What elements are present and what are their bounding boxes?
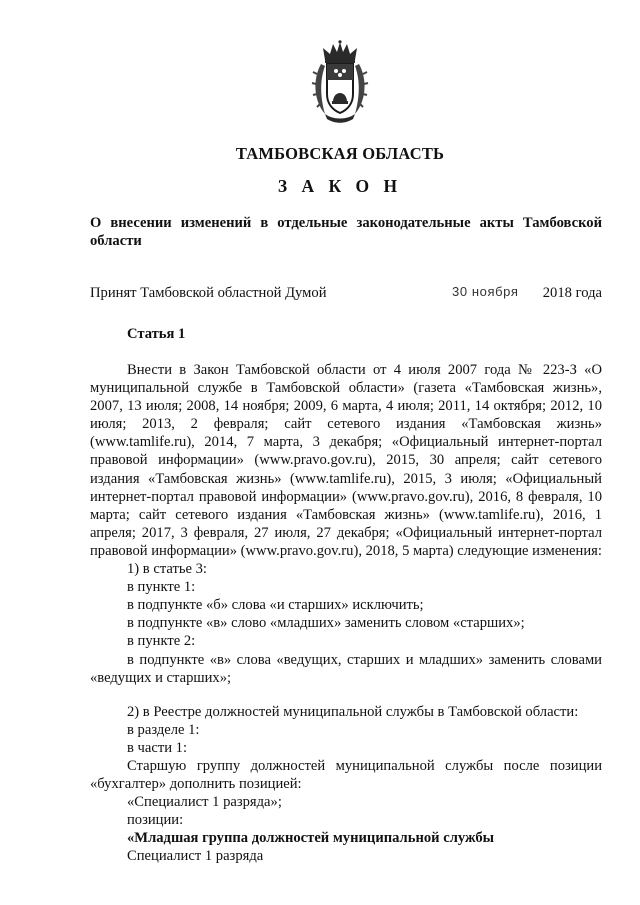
tambov-coat-of-arms-icon — [311, 40, 369, 124]
item1-subpoint-v: в подпункте «в» слово «младших» заменить словом «старших»; — [127, 615, 525, 632]
item1-subpoint-b: в подпункте «б» слова «и старших» исключить; — [127, 597, 424, 614]
article-body — [90, 361, 602, 866]
article-intro: Внести в Закон Тамбовской области от 4 июля 2007 года № 223-З «О муниципальной службе в Тамбовской области» (газета «Тамбовская жизнь», 2007, 13 июля; 2008, 14 ноября; 2009, 6 марта, 4 июля; 2011, 14 октября; 2012, 10 июля; 2013, 2 февраля; сайт сетевого издания «Тамбовская жизнь» (www.tamlife.ru), 2014, 7 марта, 3 декабря; «Официальный интернет-портал правовой информации» (www.pravo.gov.ru), 2015, 30 апреля; сайт сетевого издания «Тамбовская жизнь» (www.tamlife.ru), 2015, 3 июля; «Официальный интернет-портал правовой информации» (www.pravo.gov.ru), 2016, 8 февраля, 10 марта; сайт сетевого издания «Тамбовская жизнь» (www.tamlife.ru), 2016, 1 апреля; 2017, 3 февраля, 27 июля, 27 декабря; «Официальный интернет-портал правовой информации» (www.pravo.gov.ru), 2018, 5 марта) следующие изменения: — [90, 362, 602, 559]
item1-point2: в пункте 2: — [127, 633, 196, 650]
adoption-date: 30 ноября — [452, 284, 519, 299]
item2-label: 2) в Реестре должностей муниципальной службы в Тамбовской области: — [127, 703, 579, 720]
adoption-line — [90, 285, 602, 303]
item2-position-quote: «Специалист 1 разряда»; — [127, 794, 282, 811]
item2-part1: в части 1: — [127, 739, 188, 756]
document-type: З А К О Н — [277, 176, 403, 196]
item1-point1: в пункте 1: — [127, 579, 196, 596]
adoption-label: Принят Тамбовской областной Думой — [90, 285, 327, 301]
adoption-year: 2018 года — [542, 285, 602, 301]
junior-group-heading: «Младшая группа должностей муниципальной службы — [127, 830, 495, 847]
item2-positions-label: позиции: — [127, 812, 184, 829]
item2-senior-group: Старшую группу должностей муниципальной службы после позиции «бухгалтер» дополнить позицией: — [90, 757, 602, 793]
item1-label: 1) в статье 3: — [127, 561, 207, 578]
item1-subpoint-v2: в подпункте «в» слова «ведущих, старших и младших» заменить словами «ведущих и старших»; — [90, 651, 602, 686]
item2-section1: в разделе 1: — [127, 721, 200, 738]
article-heading: Статья 1 — [127, 326, 186, 342]
specialist-position: Специалист 1 разряда — [127, 848, 264, 865]
region-name: ТАМБОВСКАЯ ОБЛАСТЬ — [235, 144, 445, 163]
law-title: О внесении изменений в отдельные законодательные акты Тамбовской области — [90, 215, 602, 249]
